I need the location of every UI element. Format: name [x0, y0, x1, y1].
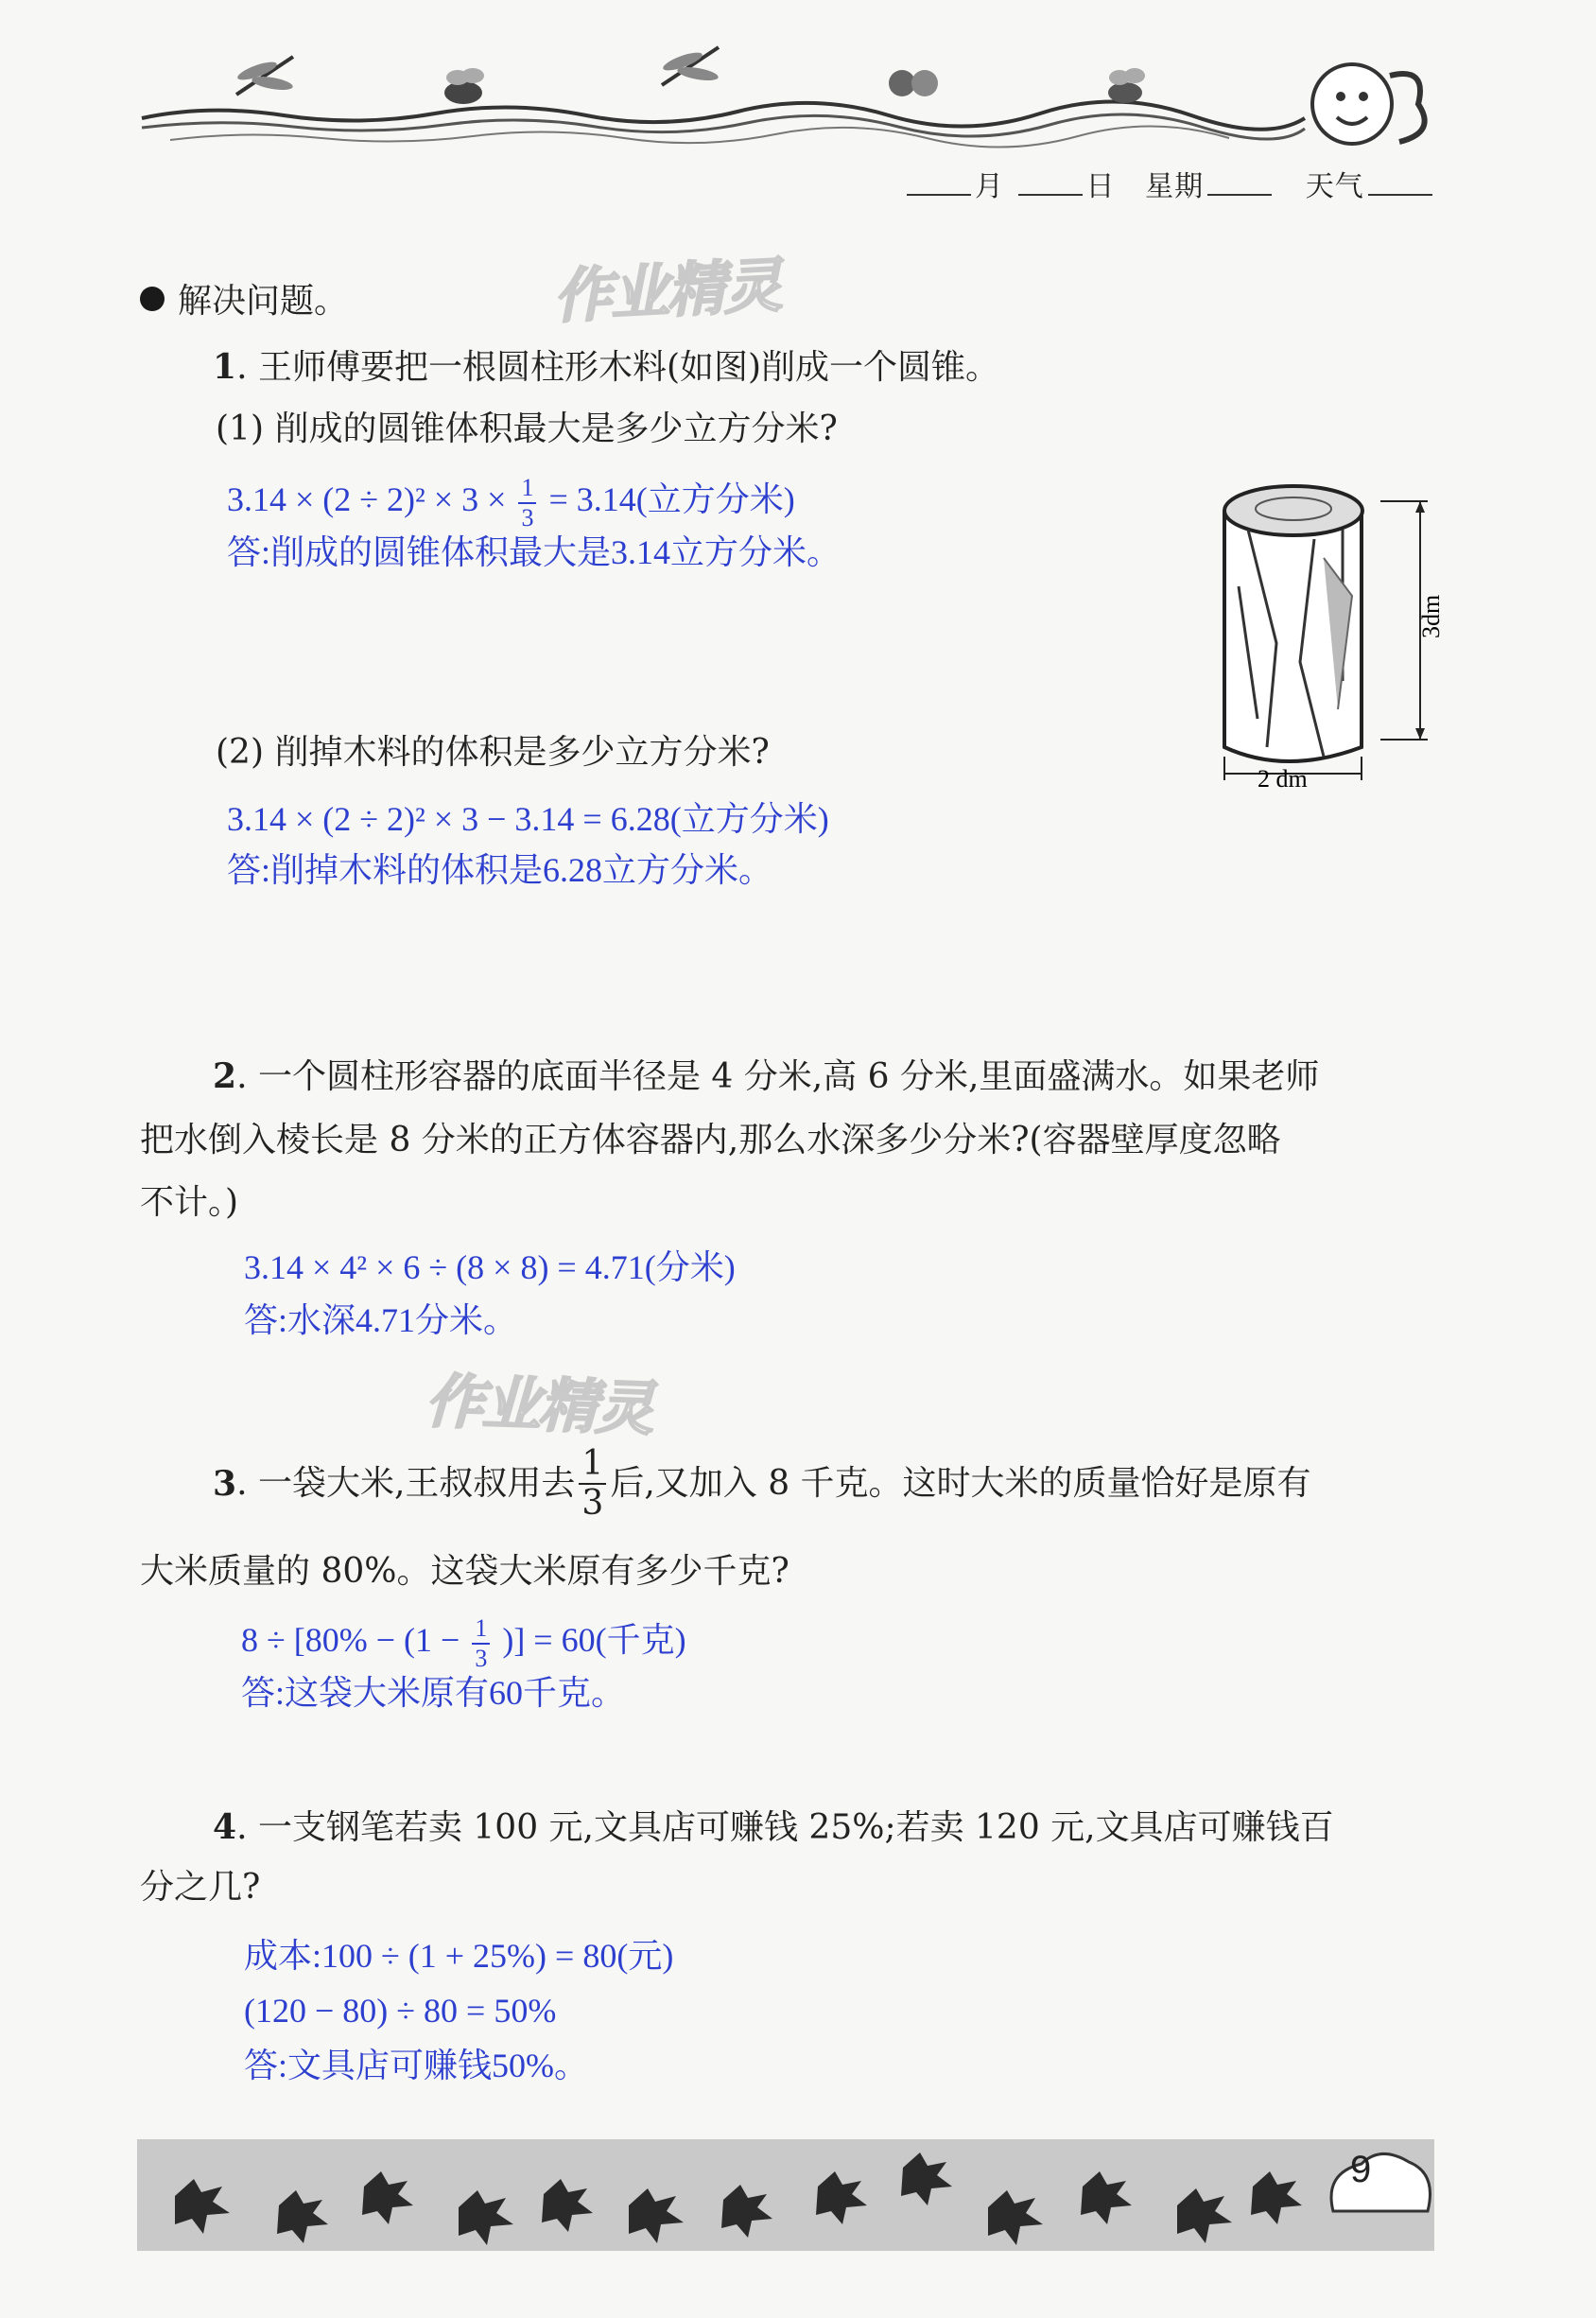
q1-text: [213, 333, 999, 402]
day-blank[interactable]: [1018, 169, 1083, 196]
month-label: 月: [975, 170, 1004, 203]
frac-bottom: 3: [475, 1644, 488, 1672]
q1-prompt: . 王师傅要把一根圆柱形木料(如图)削成一个圆锥。: [236, 348, 1000, 387]
weekday-label: 星期: [1145, 170, 1205, 203]
bee-icon: [1108, 68, 1145, 103]
frac-top: 1: [472, 1616, 490, 1645]
q3-line2: 大米质量的 80%。这袋大米原有多少千克?: [140, 1552, 789, 1591]
frac-bottom: 3: [581, 1484, 604, 1523]
q2-equation: 3.14 × 4² × 6 ÷ (8 × 8) = 4.71(分米): [244, 1248, 736, 1286]
header-decoration: [132, 28, 1456, 161]
q4-number: 4: [213, 1807, 237, 1847]
q2-line1-text: . 一个圆柱形容器的底面半径是 4 分米,高 6 分米,里面盛满水。如果老师: [236, 1057, 1320, 1096]
eq-right: )] = 60(千克): [502, 1621, 686, 1659]
day-label: 日: [1085, 170, 1116, 203]
watermark: 作业精灵: [551, 250, 783, 332]
q1-sub2: (2) 削掉木料的体积是多少立方分米?: [216, 733, 770, 772]
q4-answer: 答:文具店可赚钱50%。: [244, 2047, 588, 2084]
q1-sub1-equation: [227, 473, 795, 531]
q3-equation: [241, 1613, 686, 1671]
month-blank[interactable]: [907, 169, 971, 196]
q1-sub1-answer: 答:削成的圆锥体积最大是3.14立方分米。: [227, 533, 841, 571]
q4-line1: [213, 1793, 1334, 1862]
fraction: [518, 473, 536, 532]
q1-sub1: (1) 削成的圆锥体积最大是多少立方分米?: [216, 410, 838, 448]
footer-leaves-decoration: [137, 2139, 1434, 2251]
weather-label: 天气: [1305, 170, 1364, 203]
dragonfly-icon: [661, 47, 719, 85]
dragonfly-icon: [235, 57, 293, 95]
q1-number: 1: [213, 347, 237, 387]
page-number: 9: [1350, 2149, 1372, 2190]
q4-equation1: 成本:100 ÷ (1 + 25%) = 80(元): [244, 1937, 674, 1975]
section-heading: [140, 274, 348, 322]
width-label: 2 dm: [1258, 765, 1308, 793]
q3-line1: [213, 1444, 1311, 1523]
q3-number: 3: [213, 1464, 237, 1504]
eq-left: 3.14 × (2 ÷ 2)² × 3 ×: [227, 480, 507, 518]
fraction: [472, 1613, 490, 1672]
q4-line2: 分之几?: [140, 1868, 261, 1907]
page-number-badge: [1324, 2145, 1433, 2221]
frac-top: 1: [579, 1447, 606, 1485]
q2-line1: [213, 1042, 1319, 1111]
q3-line1b: 后,又加入 8 千克。这时大米的质量恰好是原有: [610, 1464, 1311, 1503]
q4-line1-text: . 一支钢笔若卖 100 元,文具店可赚钱 25%;若卖 120 元,文具店可赚钱百: [236, 1808, 1334, 1847]
weather-blank[interactable]: [1368, 169, 1432, 196]
q2-answer: 答:水深4.71分米。: [244, 1301, 518, 1339]
date-line: [903, 163, 1436, 204]
q1-sub2-answer: 答:削掉木料的体积是6.28立方分米。: [227, 851, 773, 889]
eq-left: 8 ÷ [80% − (1 −: [241, 1621, 460, 1659]
bullet-icon: [140, 287, 165, 311]
q3-line1a: . 一袋大米,王叔叔用去: [236, 1464, 576, 1503]
watermark: 作业精灵: [424, 1366, 654, 1444]
frac-top: 1: [518, 476, 536, 504]
q2-line2: 把水倒入棱长是 8 分米的正方体容器内,那么水深多少分米?(容器壁厚度忽略: [140, 1121, 1281, 1159]
q1-sub2-equation: 3.14 × (2 ÷ 2)² × 3 − 3.14 = 6.28(立方分米): [227, 800, 829, 838]
q2-line3: 不计。): [140, 1183, 239, 1222]
section-title: 解决问题。: [178, 282, 349, 321]
fraction: [579, 1444, 606, 1523]
q2-number: 2: [213, 1056, 237, 1096]
weekday-blank[interactable]: [1207, 169, 1272, 196]
cylinder-log-figure: [1210, 473, 1466, 794]
eq-right: = 3.14(立方分米): [548, 480, 795, 518]
butterfly-icon: [889, 70, 938, 96]
q3-answer: 答:这袋大米原有60千克。: [241, 1674, 626, 1712]
bee-icon: [444, 68, 484, 104]
q4-equation2: (120 − 80) ÷ 80 = 50%: [244, 1992, 557, 2030]
sun-icon: [1312, 64, 1425, 144]
height-label: 3dm: [1417, 594, 1445, 638]
frac-bottom: 3: [521, 503, 534, 532]
